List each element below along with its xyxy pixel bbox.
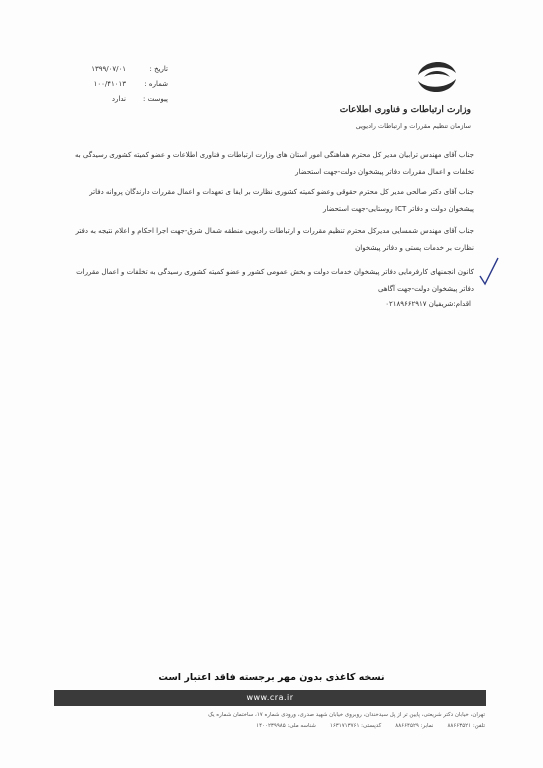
attachment-label: پیوست : [143,95,168,103]
footer-national-id: شناسه ملی: ۱۴۰۰۲۳۹۹۸۵ [256,723,316,729]
number-value: ۱۰۰/۴۱۰۱۳ [93,80,126,88]
authority-name: سازمان تنظیم مقررات و ارتباطات رادیویی [355,122,471,130]
validity-disclaimer: نسخه کاغذی بدون مهر برجسته فاقد اعتبار است [158,672,385,683]
footer-postal: کدپستی: ۱۶۳۱۷۱۳۷۶۱ [329,723,382,729]
handwritten-check-icon [478,256,500,286]
attachment-value: ندارد [111,95,126,103]
recipient-1: جناب آقای مهندس ترابیان مدیر کل محترم هماهنگی امور استان های وزارت ارتباطات و فناوری اطلاعات و عضو کمیته کشوری رسیدگی به تخلفات و اعمال مقررات دفاتر پیشخوان دولت-جهت استحضار [74,151,474,176]
footer-fax: نمابر: ۸۸۶۶۴۵۲۹ [395,723,434,729]
footer-contacts [65,723,485,729]
number-label: شماره : [144,80,168,88]
letter-meta [58,62,168,107]
website-link[interactable]: www.cra.ir [246,693,294,702]
footer-address: تهران، خیابان دکتر شریعتی، پایین تر از پل سیدخندان، روبروی خیابان شهید صدری، ورودی شماره ۱۷، ساختمان شماره یک [208,712,485,718]
footer-phone: تلفن: ۸۸۶۶۳۵۲۱ [447,723,485,729]
recipient-3: جناب آقای مهندس شمسایی مدیرکل محترم تنظیم مقررات و ارتباطات رادیویی منطقه شمال شرق-جهت اجرا احکام و اعلام نتیجه به دفتر نظارت بر خدمات پستی و دفاتر پیشخوان [75,227,474,252]
date-value: ۱۳۹۹/۰۷/۰۱ [91,65,126,73]
recipient-2: جناب آقای دکتر صالحی مدیر کل محترم حقوقی وعضو کمیته کشوری نظارت بر ایفا ی تعهدات و اعمال مقررات دارندگان پروانه دفاتر پیشخوان دولت و دفاتر ICT روستایی-جهت استحضار [89,188,474,213]
ministry-name: وزارت ارتباطات و فناوری اطلاعات [339,105,471,115]
recipient-4: کانون انجمنهای کارفرمایی دفاتر پیشخوان خدمات دولت و بخش عمومی کشور و عضو کمیته کشوری رسیدگی به تخلفات و اعمال مقررات دفاتر پیشخوان دولت-جهت آگاهی [76,268,474,293]
website-bar [54,690,486,706]
date-label: تاریخ : [149,65,168,73]
action-signature: اقدام:شریفیان ۰۲۱۸۹۶۶۲۹۱۷ [385,300,471,308]
